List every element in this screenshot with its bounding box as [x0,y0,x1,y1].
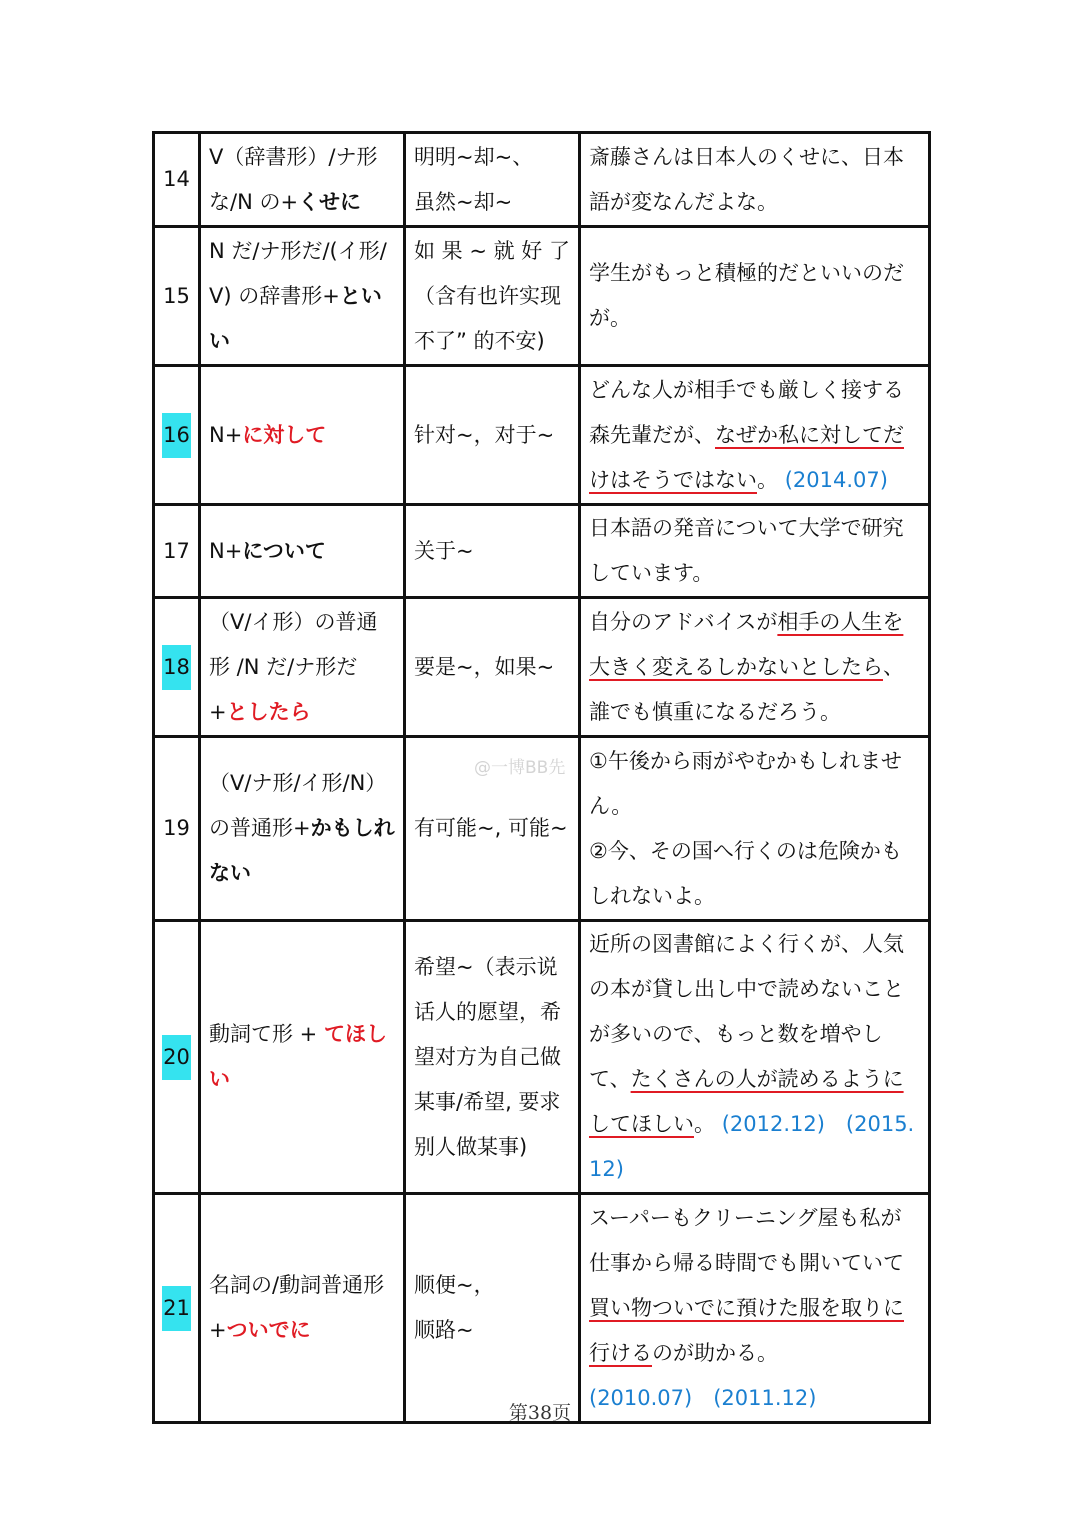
meaning-cell [405,133,580,227]
page-number: 第38页 [508,1402,572,1424]
example-sentence-cell [580,598,930,737]
row-number: 18 [162,645,191,690]
meaning-line: 关于~ [414,538,474,563]
example-text: ②今、その国へ行くのは危険かもしれないよ。 [589,838,902,908]
meaning-line: （含有也许实现不了” 的不安) [414,283,561,353]
example-sentence [589,135,920,225]
grammar-text: N+ [209,422,243,447]
grammar-pattern-cell [200,366,405,505]
example-text: 日本語の発音について大学で研究しています。 [589,516,904,585]
grammar-keyword: といい [209,283,382,353]
row-number-cell [154,598,200,737]
underlined-phrase: 相手の人生を大きく変えるしかないとしたら [589,609,904,679]
example-sentence [589,368,920,503]
grammar-text: 名詞の/動詞普通形+ [209,1273,385,1342]
grammar-keyword: について [242,538,326,563]
row-number-cell [154,227,200,366]
grammar-pattern-cell [200,737,405,921]
grammar-text: 動詞て形 + [209,1022,324,1046]
row-number: 19 [163,816,190,840]
example-text: 。 [694,1112,722,1136]
row-number: 16 [162,413,191,458]
example-sentence-cell [580,921,930,1194]
example-sentence [589,1196,920,1376]
example-sentence [589,600,920,735]
meaning-line: 虽然~却~ [414,189,513,214]
row-number-cell [154,366,200,505]
grammar-pattern-cell [200,921,405,1194]
example-text: のが助かる。 [652,1340,778,1365]
table-row [154,1194,930,1423]
meaning-cell [405,366,580,505]
meaning-cell [405,505,580,598]
example-sentence [589,251,920,341]
grammar-text: N+ [209,538,243,563]
meaning-line: 针对~，对于~ [414,422,555,447]
example-text: 、誰でも慎重になるだろう。 [589,654,904,724]
table-row [154,921,930,1194]
exam-reference: (2012.12) (2015.12) [589,1112,915,1181]
meaning-cell [405,921,580,1194]
grammar-pattern-cell [200,505,405,598]
exam-reference: (2010.07) (2011.12) [589,1385,817,1410]
meaning-line: 希望~（表示说话人的愿望，希望对方为自己做某事/希望, 要求别人做某事) [414,954,561,1159]
row-number: 17 [163,538,190,563]
grammar-pattern-cell [200,227,405,366]
example-sentence [589,829,920,919]
example-text: スーパーもクリーニング屋も私が仕事から帰る時間でも開いていて [589,1205,904,1275]
meaning-line: 顺便~， [414,1273,495,1297]
grammar-text: （V/ナ形/イ形/N）の普通形+ [209,771,387,840]
example-text: ①午後から雨がやむかもしれません。 [589,748,902,818]
exam-reference: (2014.07) [784,467,888,492]
table-row [154,133,930,227]
row-number-cell [154,737,200,921]
row-number-cell [154,133,200,227]
row-number: 20 [162,1035,191,1080]
grammar-keyword: かもしれない [209,816,395,885]
example-sentence-cell [580,366,930,505]
grammar-text: N だ/ナ形だ/(イ形/V) の辞書形+ [209,238,387,308]
row-number: 14 [163,167,190,191]
example-sentence-cell [580,737,930,921]
grammar-keyword: てほしい [209,1022,387,1091]
grammar-keyword: くせに [298,189,362,214]
underlined-phrase: 買い物ついでに預けた服を取りに行ける [589,1295,904,1365]
watermark-text: @一博BB先 [474,758,566,778]
table-row [154,598,930,737]
underlined-phrase: なぜか私に対してだけはそうではない [589,422,904,492]
grammar-pattern-cell [200,1194,405,1423]
grammar-text: V（辞書形）/ナ形な/N の+ [209,144,378,214]
grammar-keyword: としたら [226,699,311,724]
example-sentence-cell [580,133,930,227]
table-row [154,505,930,598]
grammar-keyword: ついでに [226,1318,311,1342]
grammar-keyword: に対して [242,422,327,447]
grammar-pattern-cell [200,598,405,737]
example-text: 。 [757,467,785,492]
row-number-cell [154,1194,200,1423]
example-sentence-cell [580,1194,930,1423]
meaning-line: 明明~却~、 [414,144,534,169]
row-number: 15 [163,283,190,308]
example-text: 近所の図書館によく行くが、人気の本が貸し出し中で読めないことが多いので、もっと数を増やして、 [589,932,904,1091]
example-sentence [589,739,920,829]
meaning-cell [405,598,580,737]
meaning-line: 如 果 ~ 就 好 了 [414,238,570,263]
example-sentence [589,922,920,1192]
meaning-cell [405,227,580,366]
row-number: 21 [162,1286,191,1331]
meaning-line: 顺路~ [414,1318,474,1342]
example-text: 学生がもっと積極的だといいのだが。 [589,261,904,330]
grammar-pattern-cell [200,133,405,227]
example-sentence-cell [580,505,930,598]
table-row [154,366,930,505]
meaning-line: 有可能~, 可能~ [414,816,568,840]
example-sentence [589,506,920,596]
example-text: どんな人が相手でも厳しく接する森先輩だが、 [589,377,904,447]
example-text: 斎藤さんは日本人のくせに、日本語が変なんだよな。 [589,144,904,214]
row-number-cell [154,505,200,598]
meaning-cell [405,1194,580,1423]
meaning-line: 要是~，如果~ [414,654,555,679]
grammar-text: （V/イ形）の普通形 /N だ/ナ形だ+ [209,609,378,724]
example-sentence-cell [580,227,930,366]
underlined-phrase: たくさんの人が読めるようにしてほしい [589,1067,904,1136]
table-row [154,227,930,366]
example-text: 自分のアドバイスが [589,609,778,634]
row-number-cell [154,921,200,1194]
